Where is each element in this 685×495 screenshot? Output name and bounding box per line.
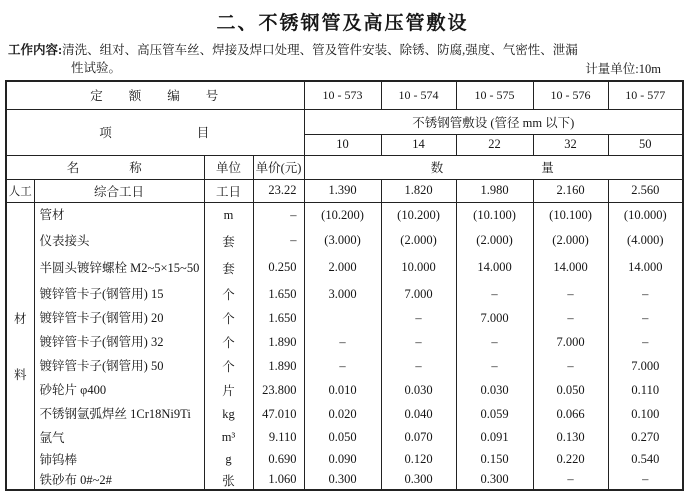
unit-header-cell: 单位 (204, 155, 253, 179)
row-value-cell: – (456, 330, 533, 354)
row-unit-cell: m³ (204, 426, 253, 449)
row-value-cell: 10.000 (381, 253, 456, 282)
table-row (6, 228, 683, 253)
row-value-cell: 0.220 (533, 449, 608, 470)
row-value-cell: – (381, 306, 456, 330)
material-label-char: 材 (13, 311, 27, 326)
row-unit-cell: kg (204, 402, 253, 426)
row-value-cell: – (608, 306, 683, 330)
row-value-cell (304, 306, 381, 330)
row-value-cell: – (533, 354, 608, 378)
row-value-cell: 0.070 (381, 426, 456, 449)
labor-unit-cell: 工日 (204, 179, 253, 202)
row-value-cell: (2.000) (381, 228, 456, 253)
row-price-cell: – (253, 202, 304, 228)
row-price-cell: 0.690 (253, 449, 304, 470)
row-unit-cell: 个 (204, 306, 253, 330)
row-value-cell: – (608, 330, 683, 354)
table-row (6, 354, 683, 378)
row-unit-cell: m (204, 202, 253, 228)
row-name-cell: 不锈钢氩弧焊丝 1Cr18Ni9Ti (34, 402, 204, 426)
work-content-label: 工作内容: (8, 43, 63, 57)
row-price-cell: 23.800 (253, 378, 304, 402)
row-value-cell: 0.120 (381, 449, 456, 470)
row-value-cell: – (304, 330, 381, 354)
row-value-cell: 7.000 (608, 354, 683, 378)
row-value-cell: – (608, 470, 683, 490)
row-value-cell: – (456, 282, 533, 306)
row-value-cell: (10.100) (456, 202, 533, 228)
row-value-cell: 3.000 (304, 282, 381, 306)
row-value-cell: (2.000) (456, 228, 533, 253)
row-unit-cell: 个 (204, 282, 253, 306)
row-name-cell: 镀锌管卡子(钢管用) 20 (34, 306, 204, 330)
name-header-cell: 名称 (6, 155, 204, 179)
row-value-cell: – (381, 330, 456, 354)
row-value-cell: 0.091 (456, 426, 533, 449)
row-price-cell: 1.650 (253, 282, 304, 306)
table-row (6, 402, 683, 426)
table-row (6, 449, 683, 470)
row-unit-cell: 套 (204, 253, 253, 282)
row-value-cell: 0.040 (381, 402, 456, 426)
row-name-cell: 铈钨棒 (34, 449, 204, 470)
row-value-cell: 0.300 (381, 470, 456, 490)
table-row (6, 282, 683, 306)
row-price-cell: 47.010 (253, 402, 304, 426)
labor-value-cell: 2.160 (533, 179, 608, 202)
diameter-cell: 10 (304, 134, 381, 155)
labor-value-cell: 1.820 (381, 179, 456, 202)
row-value-cell: 0.130 (533, 426, 608, 449)
row-value-cell: 2.000 (304, 253, 381, 282)
measurement-unit-note: 计量单位:10m (585, 62, 661, 76)
labor-name-cell: 综合工日 (34, 179, 204, 202)
row-value-cell: 14.000 (533, 253, 608, 282)
quota-code-cell: 10 - 574 (381, 81, 456, 109)
row-value-cell: 0.100 (608, 402, 683, 426)
row-value-cell: 0.270 (608, 426, 683, 449)
row-value-cell: 0.050 (533, 378, 608, 402)
table-row (6, 426, 683, 449)
row-name-cell: 管材 (34, 202, 204, 228)
group-header-cell: 不锈钢管敷设 (管径 mm 以下) (304, 109, 683, 134)
row-value-cell: – (304, 354, 381, 378)
row-value-cell: 0.110 (608, 378, 683, 402)
row-name-cell: 镀锌管卡子(钢管用) 15 (34, 282, 204, 306)
row-value-cell: (10.200) (304, 202, 381, 228)
row-name-cell: 仪表接头 (34, 228, 204, 253)
row-value-cell: 0.010 (304, 378, 381, 402)
material-label-char: 料 (13, 367, 27, 382)
diameter-cell: 50 (608, 134, 683, 155)
row-value-cell: 0.300 (456, 470, 533, 490)
row-unit-cell: g (204, 449, 253, 470)
row-price-cell: 9.110 (253, 426, 304, 449)
row-price-cell: 1.060 (253, 470, 304, 490)
labor-category-cell: 人工 (6, 179, 34, 202)
row-value-cell: 14.000 (456, 253, 533, 282)
row-value-cell: 14.000 (608, 253, 683, 282)
quota-table (5, 80, 684, 491)
row-name-cell: 砂轮片 φ400 (34, 378, 204, 402)
row-value-cell: 0.059 (456, 402, 533, 426)
quota-code-cell: 10 - 573 (304, 81, 381, 109)
row-price-cell: 1.890 (253, 330, 304, 354)
row-value-cell: – (533, 306, 608, 330)
quota-code-cell: 10 - 577 (608, 81, 683, 109)
row-value-cell: 0.050 (304, 426, 381, 449)
row-unit-cell: 套 (204, 228, 253, 253)
row-value-cell: 7.000 (456, 306, 533, 330)
row-value-cell: (4.000) (608, 228, 683, 253)
row-value-cell: 0.066 (533, 402, 608, 426)
row-name-cell: 铁砂布 0#~2# (34, 470, 204, 490)
row-name-cell: 半圆头镀锌螺栓 M2~5×15~50 (34, 253, 204, 282)
row-price-cell: 1.890 (253, 354, 304, 378)
row-value-cell: (3.000) (304, 228, 381, 253)
quota-code-cell: 10 - 576 (533, 81, 608, 109)
row-value-cell: – (608, 282, 683, 306)
row-value-cell: 0.020 (304, 402, 381, 426)
labor-value-cell: 2.560 (608, 179, 683, 202)
row-price-cell: 1.650 (253, 306, 304, 330)
row-unit-cell: 片 (204, 378, 253, 402)
table-row (6, 470, 683, 490)
row-value-cell: 0.300 (304, 470, 381, 490)
table-row (6, 378, 683, 402)
column-header-row (6, 155, 683, 179)
table-row (6, 202, 683, 228)
row-value-cell: (10.100) (533, 202, 608, 228)
quota-label-cell: 定额编号 (6, 81, 304, 109)
quota-code-row (6, 81, 683, 109)
row-value-cell: 0.150 (456, 449, 533, 470)
row-value-cell: (2.000) (533, 228, 608, 253)
price-header-cell: 单价(元) (253, 155, 304, 179)
page-title: 二、不锈钢管及高压管敷设 (216, 13, 469, 34)
labor-row (6, 179, 683, 202)
group-header-row (6, 109, 683, 134)
row-price-cell: – (253, 228, 304, 253)
row-value-cell: 0.090 (304, 449, 381, 470)
row-unit-cell: 张 (204, 470, 253, 490)
row-value-cell: 0.030 (456, 378, 533, 402)
row-value-cell: 7.000 (381, 282, 456, 306)
diameter-cell: 32 (533, 134, 608, 155)
diameter-cell: 14 (381, 134, 456, 155)
row-name-cell: 镀锌管卡子(钢管用) 50 (34, 354, 204, 378)
row-name-cell: 镀锌管卡子(钢管用) 32 (34, 330, 204, 354)
labor-price-cell: 23.22 (253, 179, 304, 202)
labor-value-cell: 1.980 (456, 179, 533, 202)
quota-code-cell: 10 - 575 (456, 81, 533, 109)
row-value-cell: (10.000) (608, 202, 683, 228)
row-value-cell: 0.030 (381, 378, 456, 402)
work-content-text: 清洗、组对、高压管车丝、焊接及焊口处理、管及管件安装、除锈、防腐,强度、气密性、泄漏性试验。 (62, 43, 578, 75)
qty-header-cell: 数量 (304, 155, 683, 179)
row-value-cell: – (533, 282, 608, 306)
row-name-cell: 氩气 (34, 426, 204, 449)
material-category-cell (6, 202, 34, 490)
table-row (6, 330, 683, 354)
row-value-cell: – (381, 354, 456, 378)
diameter-cell: 22 (456, 134, 533, 155)
row-value-cell: – (533, 470, 608, 490)
labor-value-cell: 1.390 (304, 179, 381, 202)
row-value-cell: – (456, 354, 533, 378)
row-value-cell: 0.540 (608, 449, 683, 470)
table-row (6, 306, 683, 330)
row-value-cell: (10.200) (381, 202, 456, 228)
row-value-cell: 7.000 (533, 330, 608, 354)
item-label-cell: 项目 (6, 109, 304, 155)
row-unit-cell: 个 (204, 354, 253, 378)
row-price-cell: 0.250 (253, 253, 304, 282)
subheader (8, 42, 685, 77)
table-row (6, 253, 683, 282)
row-unit-cell: 个 (204, 330, 253, 354)
work-content (8, 42, 585, 77)
